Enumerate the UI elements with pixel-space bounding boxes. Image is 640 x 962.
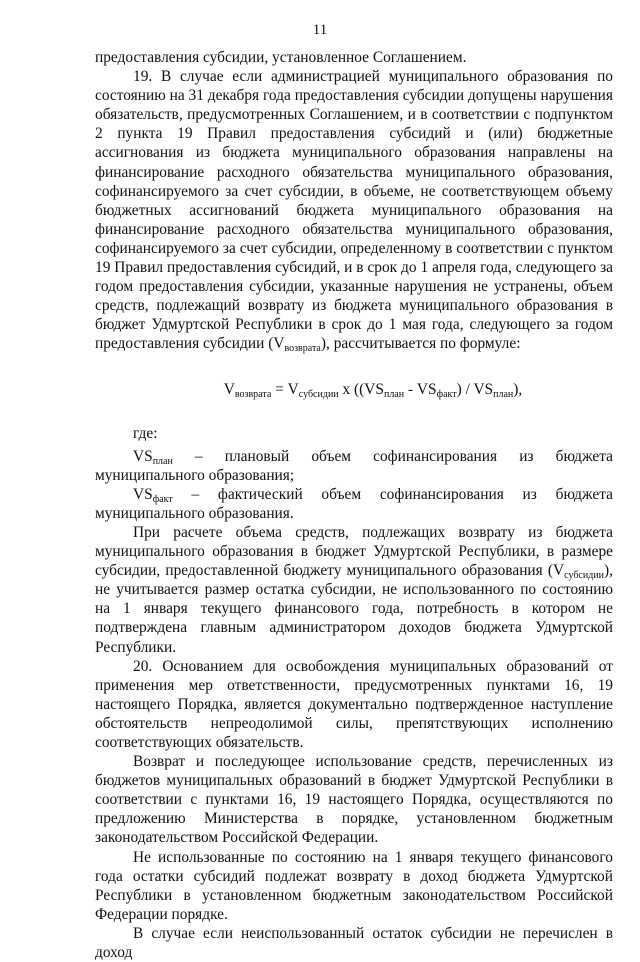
- formula-div: ) / VS: [456, 380, 494, 398]
- page-number: 11: [312, 22, 328, 38]
- formula-plan-sub-2: план: [493, 388, 514, 400]
- return-formula: [95, 380, 613, 399]
- formula-minus: - VS: [404, 380, 437, 398]
- def-fact-sub: факт: [152, 493, 173, 505]
- definition-fact: [95, 485, 613, 523]
- paragraph-19: [95, 67, 613, 353]
- def-fact-var: VS: [133, 485, 153, 503]
- formula-plan-sub: план: [383, 388, 405, 400]
- calc-text: При расчете объема средств, подлежащих возврату из бюджета муниципального образования в бюджет Удмуртской Республики, в размере субсидии, предоставленной бюджету муниципального образования (V: [95, 523, 613, 580]
- formula-v-sub: возврата: [234, 388, 272, 400]
- formula-end: ),: [513, 380, 523, 398]
- calc-end: ), не учитывается размер остатка субсидии, не использованного по состоянию на 1 января текущего финансового года, потребность в котором не подтверждена главным администратором доходов бюджета Удмуртской Республики.: [95, 562, 613, 656]
- paragraph-last: В случае если неиспользованный остаток субсидии не перечислен в доход: [95, 924, 613, 962]
- def-plan-text: – плановый объем софинансирования из бюджета муниципального образования;: [95, 447, 613, 484]
- paragraph-19-end: ), рассчитывается по формуле:: [320, 335, 521, 353]
- paragraph-calculation: [95, 523, 613, 657]
- paragraph-19-text: 19. В случае если администрацией муниципального образования по состоянию на 31 декабря года предоставления субсидии допущены нарушения обязательств, предусмотренных Соглашением, и в соответствии с подпунктом 2 пункта 19 Правил предоставления субсидий и (или) бюджетные ассигнования из бюджета муниципального образования направлены на финансирование расходного обязательства муниципального образования, софинансируемого за счет субсидии, в объеме, не соответствующем объему бюджетных ассигнований бюджета муниципального образования на финансирование расходного обязательства муниципального образования, софинансируемого за счет субсидии, определенному в соответствии с пунктом 19 Правил предоставления субсидий, и в срок до 1 апреля года, следующего за годом предоставления субсидии, указанные нарушения не устранены, объем средств, подлежащий возврату из бюджета муниципального образования в бюджет Удмуртской Республики в срок до 1 мая года, следующего за годом предоставления субсидии (V: [95, 68, 613, 353]
- paragraph-unused-balances: Не использованные по состоянию на 1 января текущего финансового года остатки субсидий подлежат возврату в доход бюджета Удмуртской Республики в установленном бюджетным законодательством Российской Федерации порядке.: [95, 848, 613, 923]
- formula-v: V: [223, 380, 235, 398]
- calc-subsidy-sub: субсидии: [564, 570, 605, 582]
- def-plan-var: VS: [133, 447, 153, 465]
- v-return-subscript: возврата: [284, 343, 321, 355]
- formula-mid: x ((VS: [338, 380, 384, 398]
- paragraph-return: Возврат и последующее использование средств, перечисленных из бюджетов муниципальных образований в бюджет Удмуртской Республики в соответствии с пунктами 16, 19 настоящего Порядка, осуществляются по предложению Министерства в порядке, установленном бюджетным законодательством Российской Федерации.: [95, 753, 613, 847]
- definition-plan: [95, 447, 613, 485]
- def-fact-text: – фактический объем софинансирования из бюджета муниципального образования.: [95, 485, 613, 522]
- def-plan-sub: план: [152, 455, 173, 467]
- document-body: [95, 48, 613, 962]
- formula-fact-sub: факт: [436, 388, 457, 400]
- formula-eq: = V: [271, 380, 299, 398]
- paragraph-continuation: предоставления субсидии, установленное Соглашением.: [95, 49, 467, 66]
- where-label: где:: [133, 424, 158, 442]
- paragraph-20: 20. Основанием для освобождения муниципальных образований от применения мер ответственности, предусмотренных пунктами 16, 19 настоящего Порядка, является документально подтвержденное наступление обстоятельств непреодолимой силы, препятствующих исполнению соответствующих обязательств.: [95, 657, 613, 751]
- formula-subsidy-sub: субсидии: [298, 388, 339, 400]
